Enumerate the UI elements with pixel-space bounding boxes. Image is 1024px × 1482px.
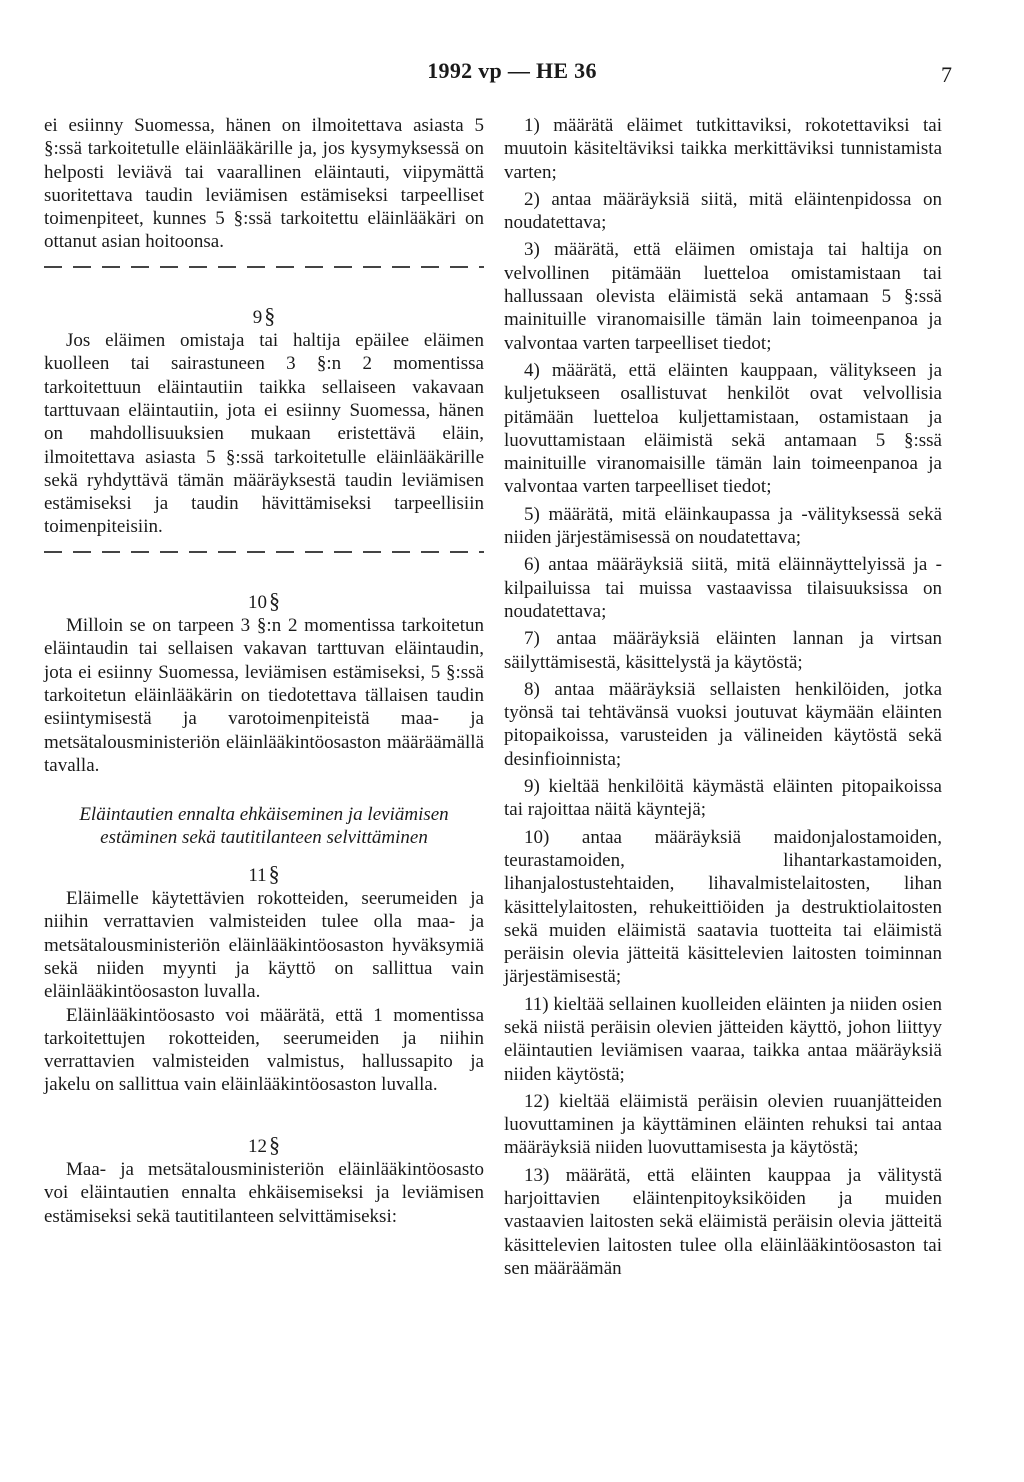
section-symbol: §	[268, 860, 280, 886]
running-head: 1992 vp — HE 36	[427, 58, 597, 83]
list-item: 1) määrätä eläimet tutkittaviksi, rokotettaviksi tai muutoin käsiteltäviksi taikka merkittäviksi tunnistamista varten;	[504, 115, 942, 183]
section-10-text: Milloin se on tarpeen 3 §:n 2 momentissa tarkoitetun eläintaudin tai sellaisen vakavan tarttuvan eläintaudin, jota ei esiinny Suomessa, leviämisen estämiseksi, 5 §:ssä tarkoitetun eläinlääkärin on tiedotettava tällaisen taudin esiintymisestä ja varotoimenpiteistä maa- ja metsätalousministeriön eläinlääkintöosaston määräämällä tavalla.	[44, 615, 484, 776]
list-item: 12) kieltää eläimistä peräisin olevien ruuanjätteiden luovuttaminen ja käyttäminen eläinten rehuksi tai antaa määräyksiä niiden luovuttamisesta ja käytöstä;	[504, 1090, 942, 1159]
section-number: 11	[248, 864, 267, 886]
omission-dashes	[44, 551, 484, 553]
section-12-text: Maa- ja metsätalousministeriön eläinlääkintöosasto voi eläintautien ennalta ehkäisemiseksi ja leviämisen estämiseksi sekä tautitilanteen selvittämiseksi:	[44, 1158, 484, 1227]
list-item: 4) määrätä, että eläinten kauppaan, välitykseen ja kuljetukseen osallistuvat henkilöt ovat velvollisia pitämään luetteloa kuljettamistaan, ostamistaan ja luovuttamistaan eläimistä sekä antamaan 5 §:ssä mainituille viranomaisille tämän lain toimeenpanoa ja valvontaa varten tarpeelliset tiedot;	[504, 359, 942, 498]
list-item: 6) antaa määräyksiä siitä, mitä eläinnäyttelyissä ja -kilpailuissa tai muissa vastaavissa tilaisuuksissa on noudatettava;	[504, 554, 942, 622]
section-9-heading	[44, 304, 484, 329]
section-number: 12	[248, 1135, 267, 1157]
list-item: 3) määrätä, että eläimen omistaja tai haltija on velvollinen pitämään luetteloa omistamistaan tai hallussaan olevista eläimistä sekä antamaan 5 §:ssä mainituille viranomaisille tämän lain toimeenpanoa ja valvontaa varten tarpeelliset tiedot;	[504, 239, 942, 354]
section-number: 9	[252, 306, 263, 328]
omission-dashes	[44, 266, 484, 268]
list-item: 11) kieltää sellainen kuolleiden eläinten ja niiden osien sekä niistä peräisin olevien jätteiden käyttö, johon liittyy eläintautien leviämisen vaaraa, taikka antaa määräyksiä niiden käytöstä;	[504, 993, 942, 1085]
section-12-heading	[44, 1133, 484, 1158]
section-symbol: §	[264, 302, 276, 328]
section-9-text: Jos eläimen omistaja tai haltija epäilee eläimen kuolleen tai sairastuneen 3 §:n 2 momentissa tarkoitettuun eläintautiin taikka sellaiseen vakavaan tarttuvaan eläintautiin, jota ei esiinny Suomessa, hänen on mahdollisuuksien mukaan eristettävä eläin, ilmoitettava asiasta 5 §:ssä tarkoitetulle eläinlääkärille sekä ryhdyttävä tämän määräyksestä taudin leviämisen estämiseksi ja taudin hävittämiseksi tarpeellisiin toimenpiteisiin.	[44, 330, 484, 538]
list-item: 10) antaa määräyksiä maidonjalostamoiden, teurastamoiden, lihantarkastamoiden, lihanjalostustehtaiden, lihavalmistelaitosten, lihan käsittelylaitosten, rehukeittiöiden ja destruktiolaitosten sekä muiden eläimistä saatavia tuotteita tai eläimistä peräisin olevia jätteitä käsittelevien laitosten toiminnan järjestämisestä;	[504, 826, 942, 988]
list-item: 2) antaa määräyksiä siitä, mitä eläintenpidossa on noudatettava;	[504, 188, 942, 234]
list-item: 8) antaa määräyksiä sellaisten henkilöiden, jotka työnsä tai tehtävänsä vuoksi joutuvat käymään eläinten pitopaikoissa, varusteiden ja välineiden käytöstä sekä desinfioinnista;	[504, 678, 942, 770]
section-10-heading	[44, 589, 484, 614]
list-item: 9) kieltää henkilöitä käymästä eläinten pitopaikoissa tai rajoittaa näitä käyntejä;	[504, 776, 942, 821]
page-number: 7	[941, 62, 952, 87]
section-symbol: §	[269, 1131, 280, 1157]
section-symbol: §	[269, 587, 280, 613]
section-11-paragraph-2: Eläinlääkintöosasto voi määrätä, että 1 momentissa tarkoitettujen rokotteiden, seerumeiden ja niihin verrattavien valmisteiden valmistus, hallussapito ja jakelu on sallittua vain eläinlääkintöosaston luvalla.	[44, 1004, 484, 1096]
section-11-paragraph-1: Eläimelle käytettävien rokotteiden, seerumeiden ja niihin verrattavien valmisteiden tulee olla maa- ja metsätalousministeriön eläinlääkintöosaston hyväksymiä sekä niiden myynti ja käyttö on sallittua vain eläinlääkintöosaston luvalla.	[44, 888, 484, 1003]
page-header	[0, 58, 1024, 88]
list-item: 13) määrätä, että eläinten kauppaa ja välitystä harjoittavien eläintenpitoyksiköiden ja muiden vastaavien laitosten sekä eläimistä peräisin olevia jätteitä käsittelevien laitosten tulee olla eläinlääkintöosaston tai sen määräämän	[504, 1164, 942, 1279]
list-item: 5) määrätä, mitä eläinkaupassa ja -välityksessä sekä niiden järjestämisessä on noudatettava;	[504, 503, 942, 549]
section-11-heading	[44, 862, 484, 887]
section-number: 10	[248, 591, 267, 613]
continued-paragraph: ei esiinny Suomessa, hänen on ilmoitettava asiasta 5 §:ssä tarkoitetulle eläinlääkärille ja, jos kysymyksessä on helposti leviävä tai vaarallinen eläintauti, viipymättä suoritettava taudin leviämisen estämiseksi tarpeelliset toimenpiteet, kunnes 5 §:ssä tarkoitettu eläinlääkäri on ottanut asian hoitoonsa.	[44, 115, 484, 253]
chapter-heading: Eläintautien ennalta ehkäiseminen ja leviämisen estäminen sekä tautitilanteen selvittäminen	[79, 804, 449, 849]
right-column	[504, 114, 942, 1280]
list-item: 7) antaa määräyksiä eläinten lannan ja virtsan säilyttämisestä, käsittelystä ja käytöstä;	[504, 628, 942, 673]
left-column	[44, 114, 484, 1228]
